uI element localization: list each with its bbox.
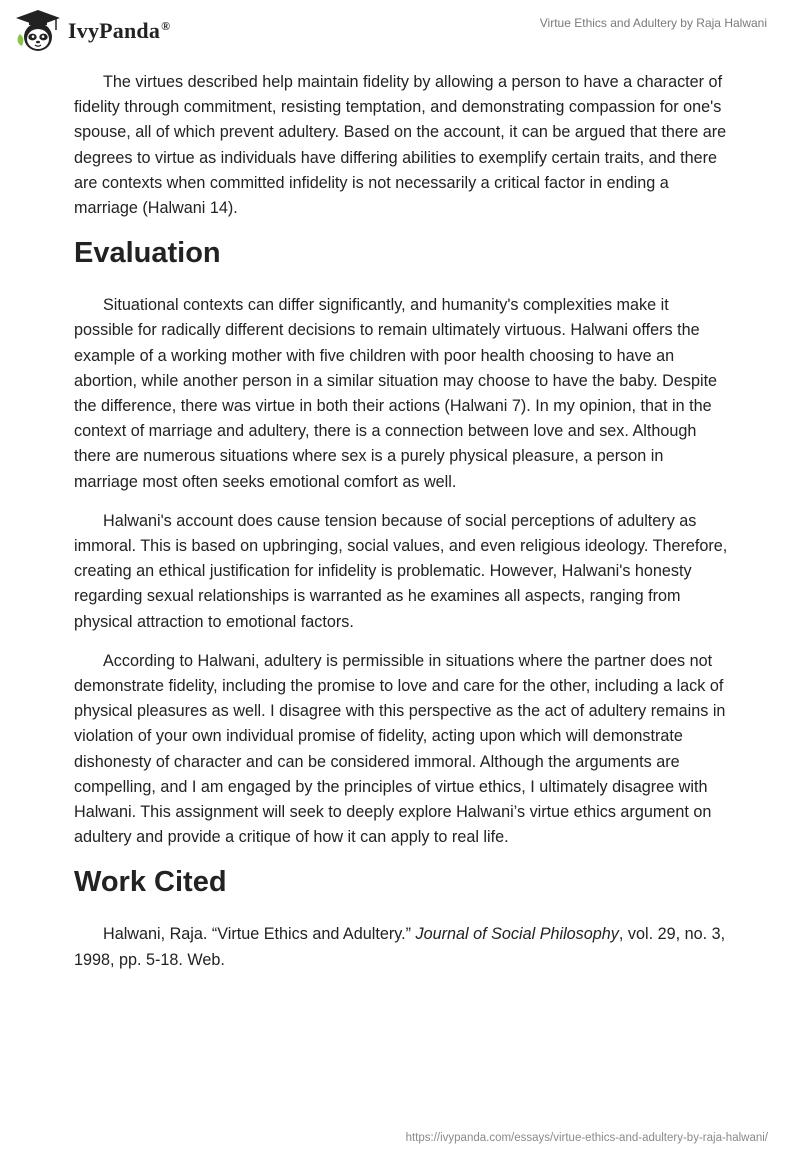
evaluation-paragraph-2: Halwani's account does cause tension because of social perceptions of adultery as immoral. This is based on upbringing, social values, and even religious ideology. Therefore, creating an ethical justification for infidelity is problematic. However, Halwani's honesty regarding sexual relationships is warranted as he examines all aspects, ranging from physical attraction to emotional factors. xyxy=(74,511,728,631)
intro-paragraph: The virtues described help maintain fidelity by allowing a person to have a character of fidelity through commitment, resisting temptation, and demonstrating compassion for one's spouse, all of which prevent adultery. Based on the account, it can be argued that there are degrees to virtue as individuals have differing abilities to exemplify certain traits, and there are contexts when committed infidelity is not necessarily a critical factor in ending a marriage (Halwani 14). xyxy=(74,73,727,218)
brand-name: IvyPanda® xyxy=(68,18,171,43)
journal-title: Journal of Social Philosophy xyxy=(415,925,619,944)
citation-entry: Halwani, Raja. “Virtue Ethics and Adultery.” Journal of Social Philosophy, vol. 29, no. 3, 1998, pp. 5-18. Web. xyxy=(74,925,726,969)
source-url[interactable]: https://ivypanda.com/essays/virtue-ethics-and-adultery-by-raja-halwani/ xyxy=(405,1132,768,1144)
essay-content xyxy=(74,70,728,987)
works-cited-heading: Work Cited xyxy=(74,866,227,899)
evaluation-heading: Evaluation xyxy=(74,237,221,270)
ivypanda-logo[interactable] xyxy=(14,8,170,54)
page-header xyxy=(0,0,800,64)
evaluation-paragraph-1: Situational contexts can differ significantly, and humanity's complexities make it possible for radically different decisions to remain ultimately virtuous. Halwani offers the example of a working mother with five children with poor health choosing to have an abortion, while another person in a similar situation may choose to have the baby. Despite the difference, there was virtue in both their actions (Halwani 7). In my opinion, that in the context of marriage and adultery, there is a connection between love and sex. Although there are numerous situations where sex is a purely physical pleasure, a person in marriage most often seeks emotional comfort as well. xyxy=(74,296,718,491)
evaluation-paragraph-3: According to Halwani, adultery is permissible in situations where the partner does not demonstrate fidelity, including the promise to love and care for the other, including a lack of physical pleasures as well. I disagree with this perspective as the act of adultery remains in violation of your own individual promise of fidelity, acting upon which will demonstrate dishonesty of character and can be considered immoral. Although the arguments are compelling, and I am engaged by the principles of virtue ethics, I ultimately disagree with Halwani. This assignment will seek to deeply explore Halwani’s virtue ethics argument on adultery and provide a critique of how it can apply to real life. xyxy=(74,651,726,847)
panda-mascot-icon xyxy=(14,8,62,54)
document-title: Virtue Ethics and Adultery by Raja Halwani xyxy=(539,16,767,30)
